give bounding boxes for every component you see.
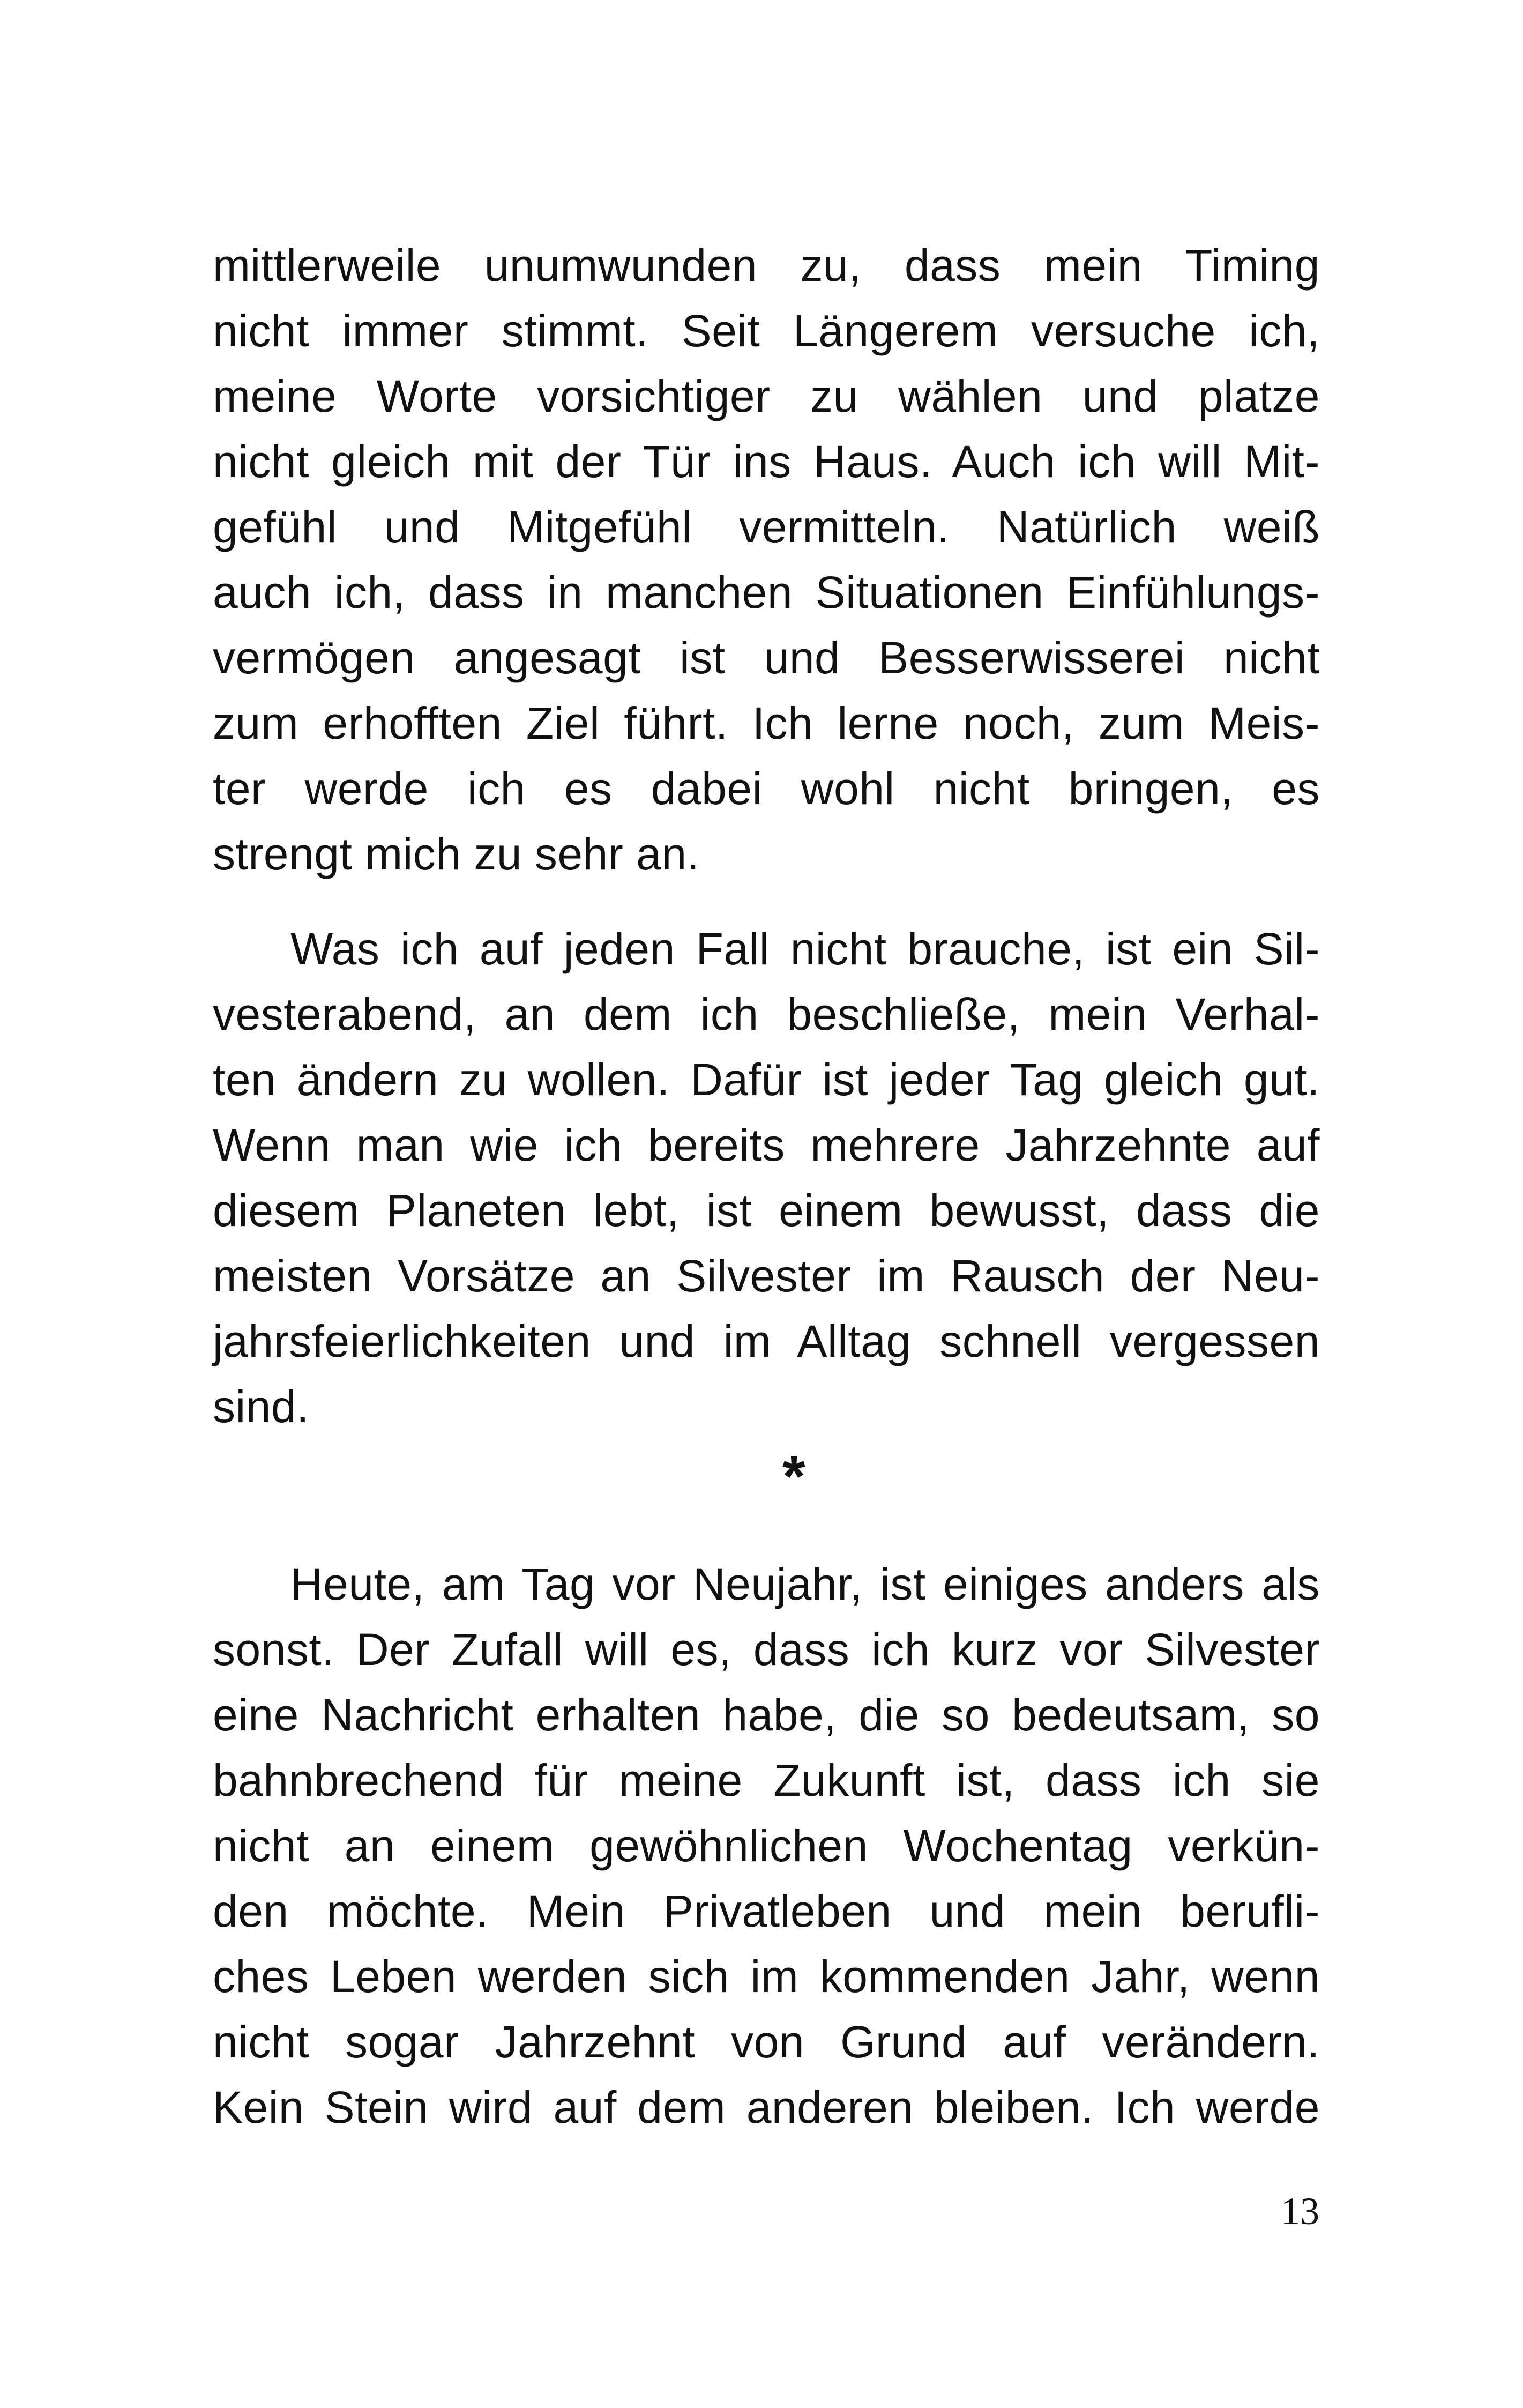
- page-number: 13: [1281, 2190, 1319, 2233]
- text-line: meisten Vorsätze an Silvester im Rausch der Neu-: [213, 1251, 1320, 1301]
- text-line: sonst. Der Zufall will es, dass ich kurz vor Silvester: [213, 1624, 1320, 1675]
- text-line: meine Worte vorsichtiger zu wählen und platze: [213, 371, 1320, 421]
- text-line: nicht immer stimmt. Seit Längerem versuche ich,: [213, 306, 1320, 356]
- text-line: diesem Planeten lebt, ist einem bewusst, dass die: [213, 1185, 1320, 1236]
- text-line: ten ändern zu wollen. Dafür ist jeder Tag gleich gut.: [213, 1054, 1320, 1105]
- text-line: ter werde ich es dabei wohl nicht bringen, es: [213, 763, 1320, 814]
- text-line: nicht gleich mit der Tür ins Haus. Auch ich will Mit-: [213, 436, 1320, 487]
- text-line: Wenn man wie ich bereits mehrere Jahrzehnte auf: [213, 1120, 1320, 1170]
- text-line: jahrsfeierlichkeiten und im Alltag schnell vergessen: [213, 1316, 1320, 1366]
- text-line: vesterabend, an dem ich beschließe, mein Verhal-: [213, 989, 1320, 1039]
- text-line: nicht sogar Jahrzehnt von Grund auf verändern.: [213, 2017, 1320, 2067]
- text-line: Kein Stein wird auf dem anderen bleiben. Ich werde: [213, 2082, 1320, 2132]
- text-line: sind.: [213, 1381, 309, 1432]
- text-line: mittlerweile unumwunden zu, dass mein Timing: [213, 240, 1320, 291]
- text-line: nicht an einem gewöhnlichen Wochentag verkün-: [213, 1820, 1320, 1871]
- text-line: strengt mich zu sehr an.: [213, 829, 700, 879]
- text-line: vermögen angesagt ist und Besserwisserei nicht: [213, 633, 1320, 683]
- text-line: den möchte. Mein Privatleben und mein berufli-: [213, 1886, 1320, 1936]
- text-line: bahnbrechend für meine Zukunft ist, dass ich sie: [213, 1755, 1320, 1805]
- text-line: Heute, am Tag vor Neujahr, ist einiges anders als: [290, 1559, 1320, 1609]
- text-line: zum erhofften Ziel führt. Ich lerne noch, zum Meis-: [213, 698, 1320, 748]
- text-line: gefühl und Mitgefühl vermitteln. Natürlich weiß: [213, 502, 1320, 552]
- text-line: eine Nachricht erhalten habe, die so bedeutsam, so: [213, 1690, 1320, 1740]
- text-line: auch ich, dass in manchen Situationen Einfühlungs-: [213, 567, 1320, 618]
- section-break-asterisk: *: [782, 1444, 805, 1510]
- text-line: Was ich auf jeden Fall nicht brauche, ist ein Sil-: [290, 924, 1320, 974]
- text-line: ches Leben werden sich im kommenden Jahr, wenn: [213, 1951, 1320, 2002]
